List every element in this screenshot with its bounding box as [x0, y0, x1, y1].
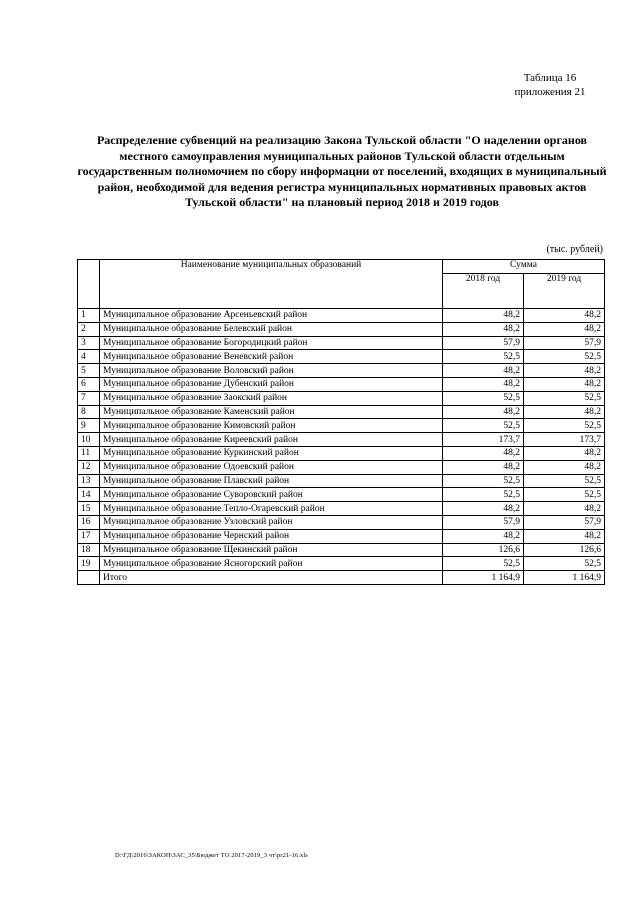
municipality-name: Муниципальное образование Дубенский район: [100, 377, 443, 391]
municipality-name: Муниципальное образование Куркинский район: [100, 446, 443, 460]
row-number: 12: [78, 460, 100, 474]
amount-2019: 52,5: [524, 474, 605, 488]
municipality-name: Муниципальное образование Кимовский район: [100, 419, 443, 433]
amount-2019: 48,2: [524, 405, 605, 419]
amount-2019: 48,2: [524, 460, 605, 474]
municipality-name: Итого: [100, 571, 443, 585]
row-number: 13: [78, 474, 100, 488]
table-row: [78, 309, 605, 323]
header-name: Наименование муниципальных образований: [100, 260, 443, 309]
row-number: 14: [78, 488, 100, 502]
amount-2019: 48,2: [524, 502, 605, 516]
amount-2019: 48,2: [524, 446, 605, 460]
amount-2018: 52,5: [443, 391, 524, 405]
table-body: [78, 309, 605, 585]
row-number: 17: [78, 529, 100, 543]
amount-2018: 48,2: [443, 364, 524, 378]
table-row: [78, 488, 605, 502]
amount-2019: 48,2: [524, 377, 605, 391]
header-number-cell: [78, 260, 100, 309]
row-number: 16: [78, 515, 100, 529]
table-row: [78, 474, 605, 488]
table-row: [78, 377, 605, 391]
amount-2018: 52,5: [443, 419, 524, 433]
file-path: D:\ГД\2016\ЗАКОН\ЗАС_35\Бюджет ТО 2017-2019_3 чт\pr21-16.xls: [115, 852, 308, 859]
amount-2018: 48,2: [443, 309, 524, 323]
amount-2018: 48,2: [443, 460, 524, 474]
row-number: 3: [78, 336, 100, 350]
row-number: 9: [78, 419, 100, 433]
row-number: 7: [78, 391, 100, 405]
table-row: [78, 322, 605, 336]
table-row: [78, 336, 605, 350]
row-number: 15: [78, 502, 100, 516]
table-row: [78, 419, 605, 433]
amount-2018: 48,2: [443, 405, 524, 419]
municipality-name: Муниципальное образование Одоевский район: [100, 460, 443, 474]
table-row: [78, 557, 605, 571]
amount-2019: 52,5: [524, 557, 605, 571]
amount-2018: 48,2: [443, 446, 524, 460]
subvention-table: [77, 259, 605, 585]
municipality-name: Муниципальное образование Воловский район: [100, 364, 443, 378]
amount-2018: 52,5: [443, 557, 524, 571]
table-row: [78, 571, 605, 585]
amount-2018: 57,9: [443, 515, 524, 529]
municipality-name: Муниципальное образование Заокский район: [100, 391, 443, 405]
amount-2019: 52,5: [524, 391, 605, 405]
table-row: [78, 405, 605, 419]
municipality-name: Муниципальное образование Киреевский район: [100, 433, 443, 447]
municipality-name: Муниципальное образование Богородицкий район: [100, 336, 443, 350]
table-row: [78, 364, 605, 378]
row-number: 8: [78, 405, 100, 419]
amount-2018: 48,2: [443, 322, 524, 336]
unit-label: (тыс. рублей): [546, 244, 603, 255]
table-row: [78, 391, 605, 405]
amount-2019: 126,6: [524, 543, 605, 557]
amount-2018: 52,5: [443, 474, 524, 488]
municipality-name: Муниципальное образование Каменский район: [100, 405, 443, 419]
amount-2019: 52,5: [524, 350, 605, 364]
amount-2019: 173,7: [524, 433, 605, 447]
row-number: 10: [78, 433, 100, 447]
header-year-2019: 2019 год: [524, 274, 605, 309]
municipality-name: Муниципальное образование Тепло-Огаревский район: [100, 502, 443, 516]
amount-2018: 48,2: [443, 377, 524, 391]
municipality-name: Муниципальное образование Арсеньевский район: [100, 309, 443, 323]
table-row: [78, 515, 605, 529]
row-number: 11: [78, 446, 100, 460]
amount-2018: 1 164,9: [443, 571, 524, 585]
amount-2019: 52,5: [524, 488, 605, 502]
municipality-name: Муниципальное образование Плавский район: [100, 474, 443, 488]
municipality-name: Муниципальное образование Ясногорский район: [100, 557, 443, 571]
amount-2019: 48,2: [524, 309, 605, 323]
table-reference: [500, 71, 600, 99]
row-number: 2: [78, 322, 100, 336]
row-number: 1: [78, 309, 100, 323]
table-row: [78, 460, 605, 474]
municipality-name: Муниципальное образование Веневский район: [100, 350, 443, 364]
municipality-name: Муниципальное образование Белевский район: [100, 322, 443, 336]
municipality-name: Муниципальное образование Чернский район: [100, 529, 443, 543]
table-row: [78, 350, 605, 364]
amount-2019: 52,5: [524, 419, 605, 433]
amount-2018: 48,2: [443, 529, 524, 543]
document-title: Распределение субвенций на реализацию Закона Тульской области "О наделении органов местного самоуправления муниципальных районов Тульской области отдельным государственным полномочием по сбору информации от поселений, входящих в муниципальный район, необходимой для ведения регистра муниципальных нормативных правовых актов Тульской области" на плановый период 2018 и 2019 годов: [77, 133, 607, 209]
amount-2018: 126,6: [443, 543, 524, 557]
table-row: [78, 502, 605, 516]
amount-2018: 173,7: [443, 433, 524, 447]
amount-2018: 48,2: [443, 502, 524, 516]
appendix-reference: приложения 21: [514, 86, 586, 98]
row-number: 19: [78, 557, 100, 571]
amount-2019: 57,9: [524, 515, 605, 529]
table-row: [78, 446, 605, 460]
row-number: 18: [78, 543, 100, 557]
row-number: [78, 571, 100, 585]
amount-2019: 48,2: [524, 322, 605, 336]
amount-2019: 48,2: [524, 529, 605, 543]
amount-2019: 57,9: [524, 336, 605, 350]
table-row: [78, 529, 605, 543]
row-number: 6: [78, 377, 100, 391]
municipality-name: Муниципальное образование Узловский район: [100, 515, 443, 529]
table-row: [78, 543, 605, 557]
table-number: Таблица 16: [523, 72, 577, 84]
amount-2018: 57,9: [443, 336, 524, 350]
row-number: 5: [78, 364, 100, 378]
amount-2018: 52,5: [443, 350, 524, 364]
municipality-name: Муниципальное образование Суворовский район: [100, 488, 443, 502]
municipality-name: Муниципальное образование Щекинский район: [100, 543, 443, 557]
header-sum: Сумма: [443, 260, 605, 274]
table-row: [78, 433, 605, 447]
row-number: 4: [78, 350, 100, 364]
amount-2019: 1 164,9: [524, 571, 605, 585]
amount-2019: 48,2: [524, 364, 605, 378]
header-year-2018: 2018 год: [443, 274, 524, 309]
amount-2018: 52,5: [443, 488, 524, 502]
